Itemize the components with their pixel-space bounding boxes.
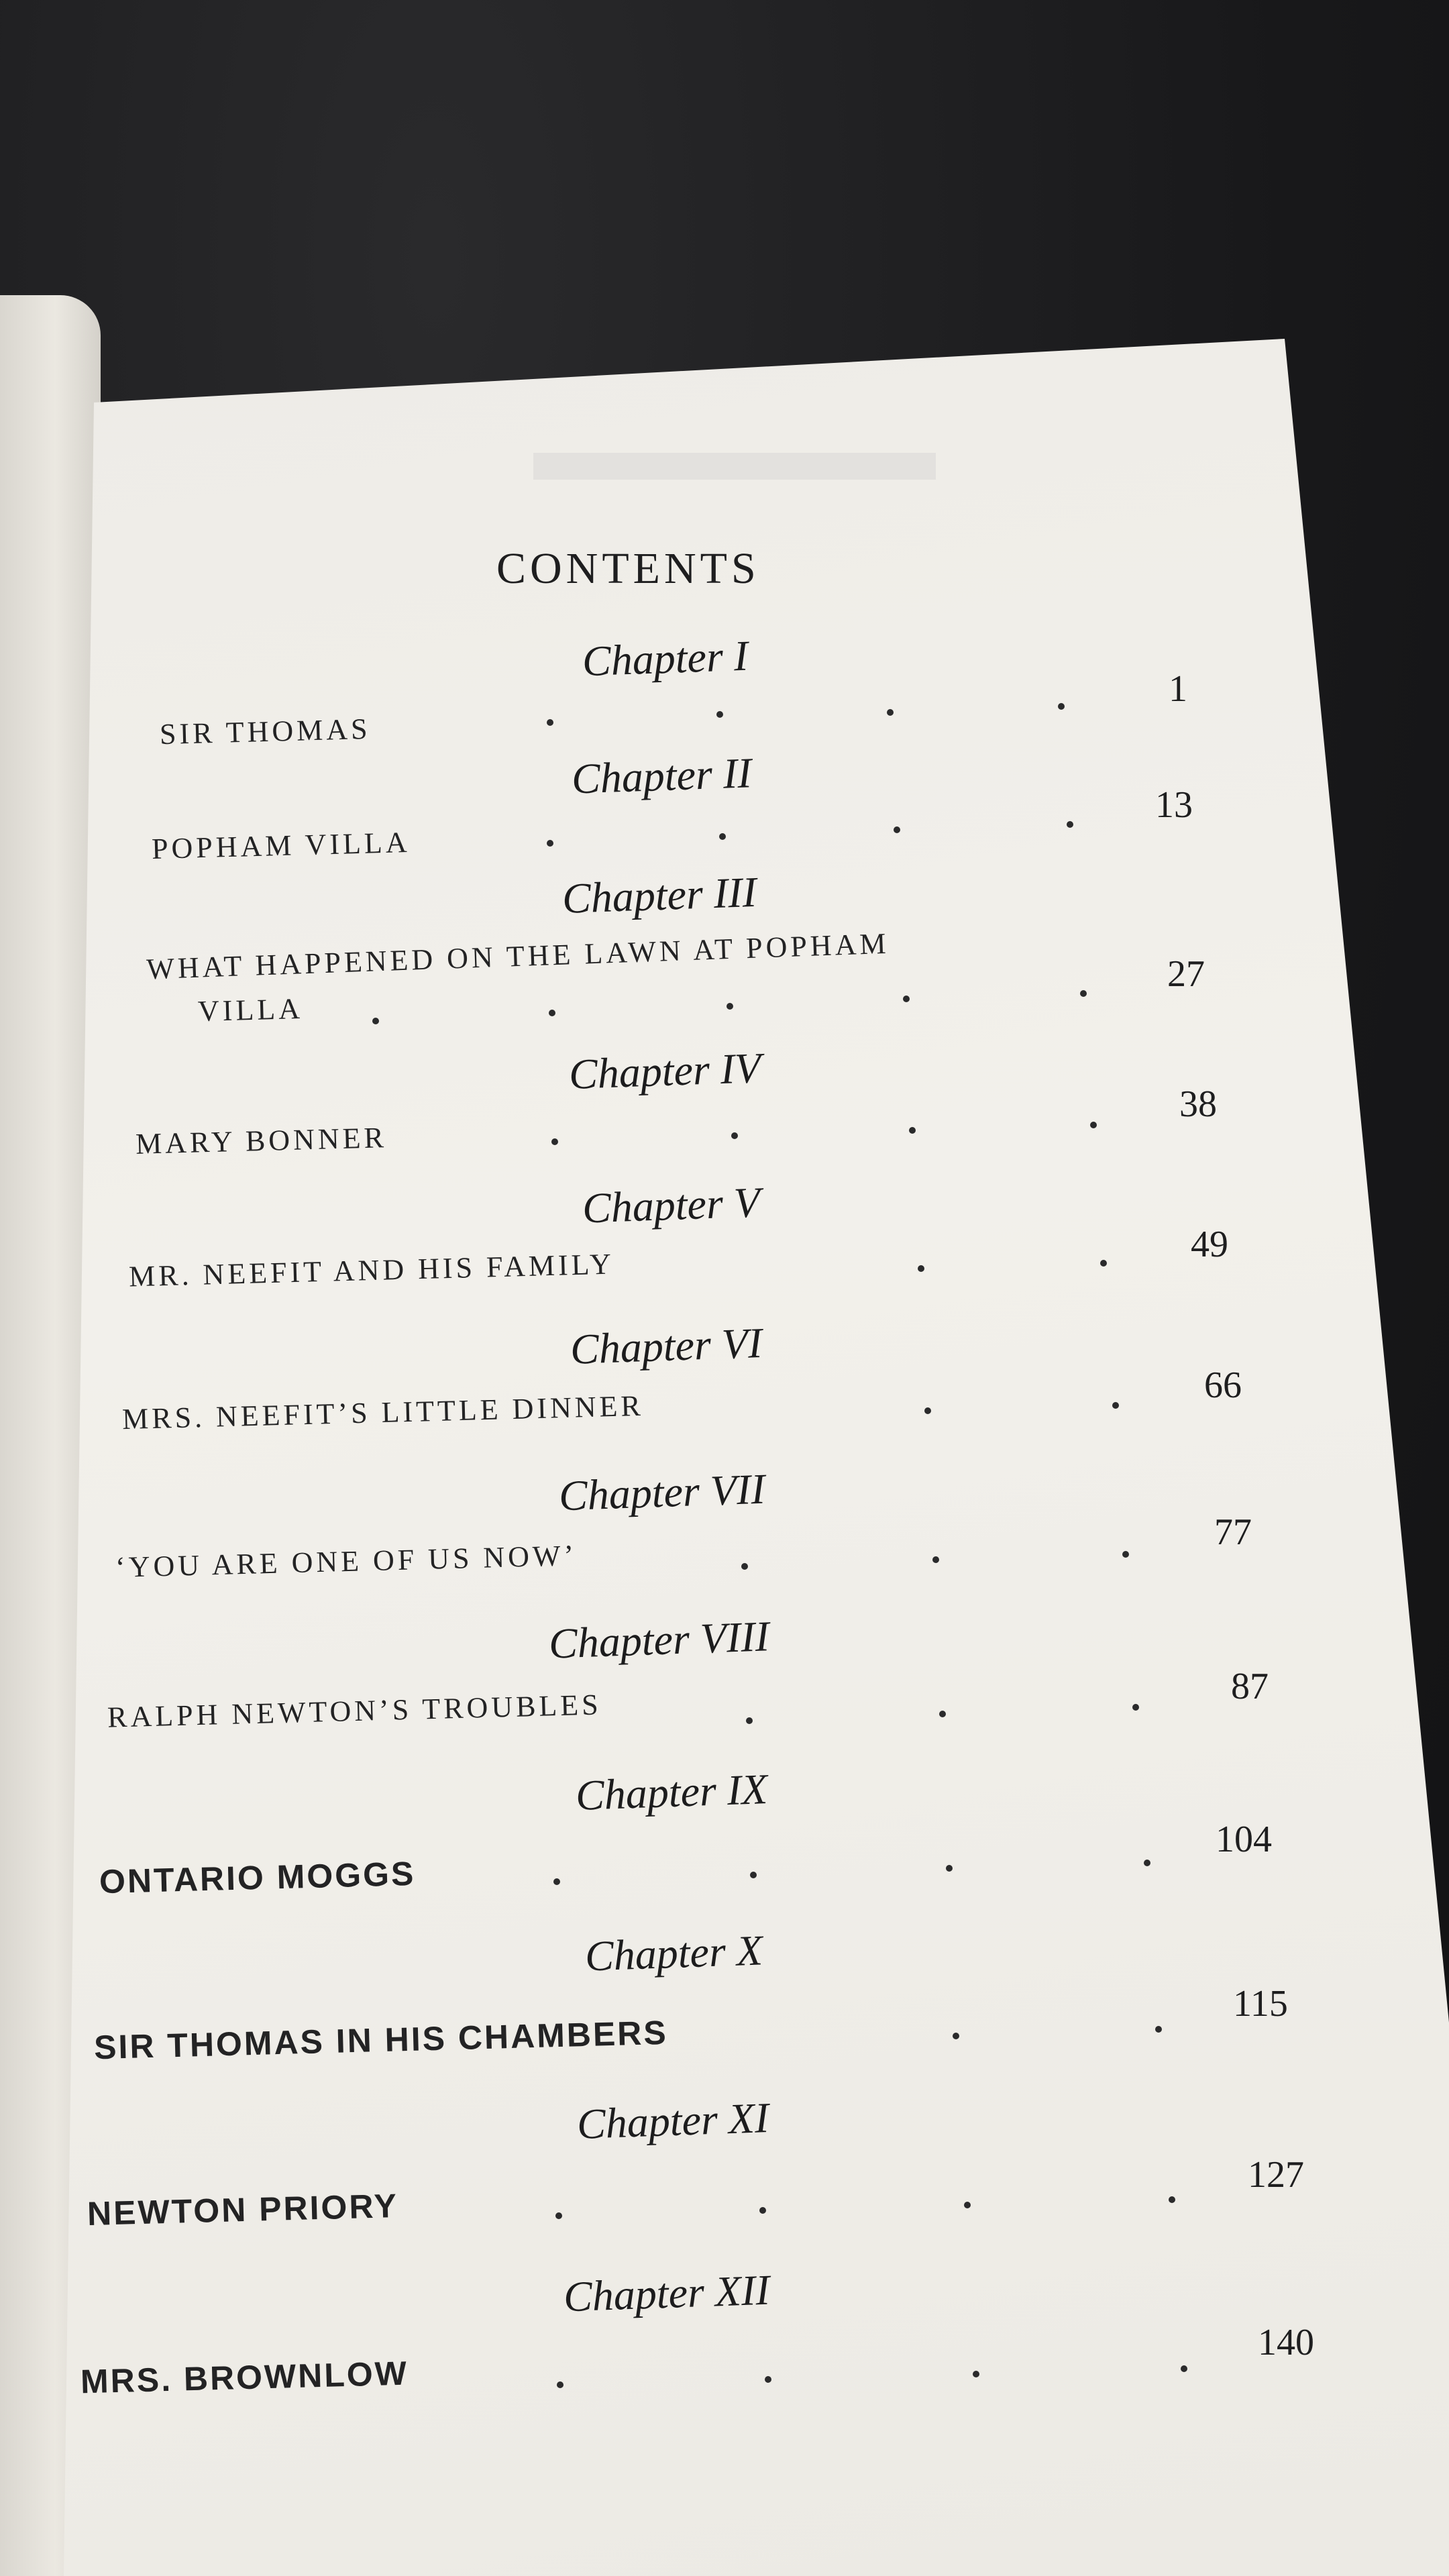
- page-number: 1: [1169, 668, 1187, 710]
- leader-dot: [750, 1872, 757, 1878]
- chapter-label: Chapter XII: [562, 2265, 771, 2321]
- leader-dot: [551, 1138, 558, 1145]
- page-number: 87: [1231, 1666, 1269, 1707]
- leader-dot: [746, 1717, 753, 1724]
- leader-dot: [759, 2207, 766, 2214]
- entry-title: RALPH NEWTON’S TROUBLES: [107, 1688, 602, 1734]
- page-number: 77: [1214, 1511, 1252, 1553]
- leader-dot: [553, 1878, 560, 1885]
- leader-dot: [765, 2376, 771, 2383]
- leader-dot: [1090, 1122, 1097, 1128]
- entry-title-continuation: VILLA: [197, 991, 304, 1028]
- entry-title: ONTARIO MOGGS: [99, 1854, 417, 1901]
- leader-dot: [932, 1556, 939, 1563]
- chapter-label: Chapter VII: [557, 1464, 766, 1520]
- leader-dot: [1144, 1860, 1150, 1866]
- page-number: 104: [1216, 1819, 1272, 1860]
- entry-title: ‘YOU ARE ONE OF US NOW’: [115, 1539, 578, 1584]
- leader-dot: [903, 996, 910, 1002]
- page-number: 38: [1179, 1083, 1217, 1125]
- entry-title: SIR THOMAS IN HIS CHAMBERS: [93, 2013, 669, 2067]
- leader-dot: [547, 719, 553, 726]
- entry-title: MRS. NEEFIT’S LITTLE DINNER: [121, 1389, 645, 1436]
- leader-dot: [909, 1127, 916, 1134]
- leader-dot: [1181, 2365, 1187, 2372]
- chapter-label: Chapter X: [584, 1926, 764, 1980]
- chapter-label: Chapter II: [570, 749, 753, 803]
- page-number: 140: [1258, 2322, 1314, 2363]
- leader-dot: [1132, 1704, 1139, 1711]
- leader-dot: [939, 1711, 946, 1717]
- leader-dot: [946, 1865, 953, 1872]
- entry-title: SIR THOMAS: [159, 712, 372, 751]
- chapter-label: Chapter XI: [576, 2094, 770, 2148]
- leader-dot: [887, 709, 894, 716]
- leader-dot: [555, 2212, 562, 2219]
- leader-dot: [549, 1010, 555, 1016]
- contents-page: [64, 339, 1449, 2576]
- leader-dot: [1058, 703, 1065, 710]
- leader-dot: [1122, 1551, 1129, 1558]
- entry-title: WHAT HAPPENED ON THE LAWN AT POPHAM: [146, 926, 890, 986]
- leader-dot: [731, 1132, 738, 1139]
- leader-dot: [1067, 821, 1073, 828]
- entry-title: MR. NEEFIT AND HIS FAMILY: [128, 1247, 615, 1293]
- chapter-label: Chapter VIII: [547, 1612, 770, 1668]
- show-through-shadow: [533, 453, 936, 480]
- chapter-label: Chapter IX: [574, 1765, 769, 1819]
- leader-dot: [716, 711, 723, 718]
- leader-dot: [1080, 990, 1087, 997]
- leader-dot: [1155, 2026, 1162, 2033]
- chapter-label: Chapter III: [561, 867, 757, 923]
- page-number: 127: [1248, 2154, 1304, 2196]
- leader-dot: [557, 2381, 564, 2388]
- leader-dot: [727, 1003, 733, 1010]
- leader-dot: [973, 2371, 979, 2377]
- chapter-label: Chapter V: [581, 1178, 761, 1232]
- leader-dot: [741, 1563, 748, 1570]
- entry-title: MRS. BROWNLOW: [80, 2354, 409, 2401]
- entry-title: NEWTON PRIORY: [87, 2186, 399, 2233]
- leader-dot: [1112, 1402, 1119, 1409]
- leader-dot: [924, 1407, 931, 1414]
- page-number: 13: [1155, 784, 1193, 826]
- leader-dot: [719, 833, 726, 840]
- page-number: 49: [1191, 1224, 1228, 1265]
- leader-dot: [953, 2033, 959, 2039]
- contents-title: CONTENTS: [496, 544, 760, 593]
- leader-dot: [1169, 2196, 1175, 2203]
- chapter-label: Chapter VI: [569, 1319, 763, 1373]
- leader-dot: [547, 840, 553, 847]
- page-number: 66: [1204, 1364, 1242, 1406]
- page-number: 27: [1167, 953, 1205, 995]
- page-number: 115: [1233, 1983, 1288, 2025]
- leader-dot: [918, 1265, 924, 1272]
- chapter-label: Chapter IV: [568, 1044, 762, 1098]
- leader-dot: [372, 1018, 379, 1024]
- entry-title: MARY BONNER: [135, 1121, 388, 1161]
- leader-dot: [1100, 1260, 1107, 1267]
- leader-dot: [964, 2202, 971, 2208]
- chapter-label: Chapter I: [581, 631, 749, 686]
- leader-dot: [894, 826, 900, 833]
- entry-title: POPHAM VILLA: [151, 825, 411, 866]
